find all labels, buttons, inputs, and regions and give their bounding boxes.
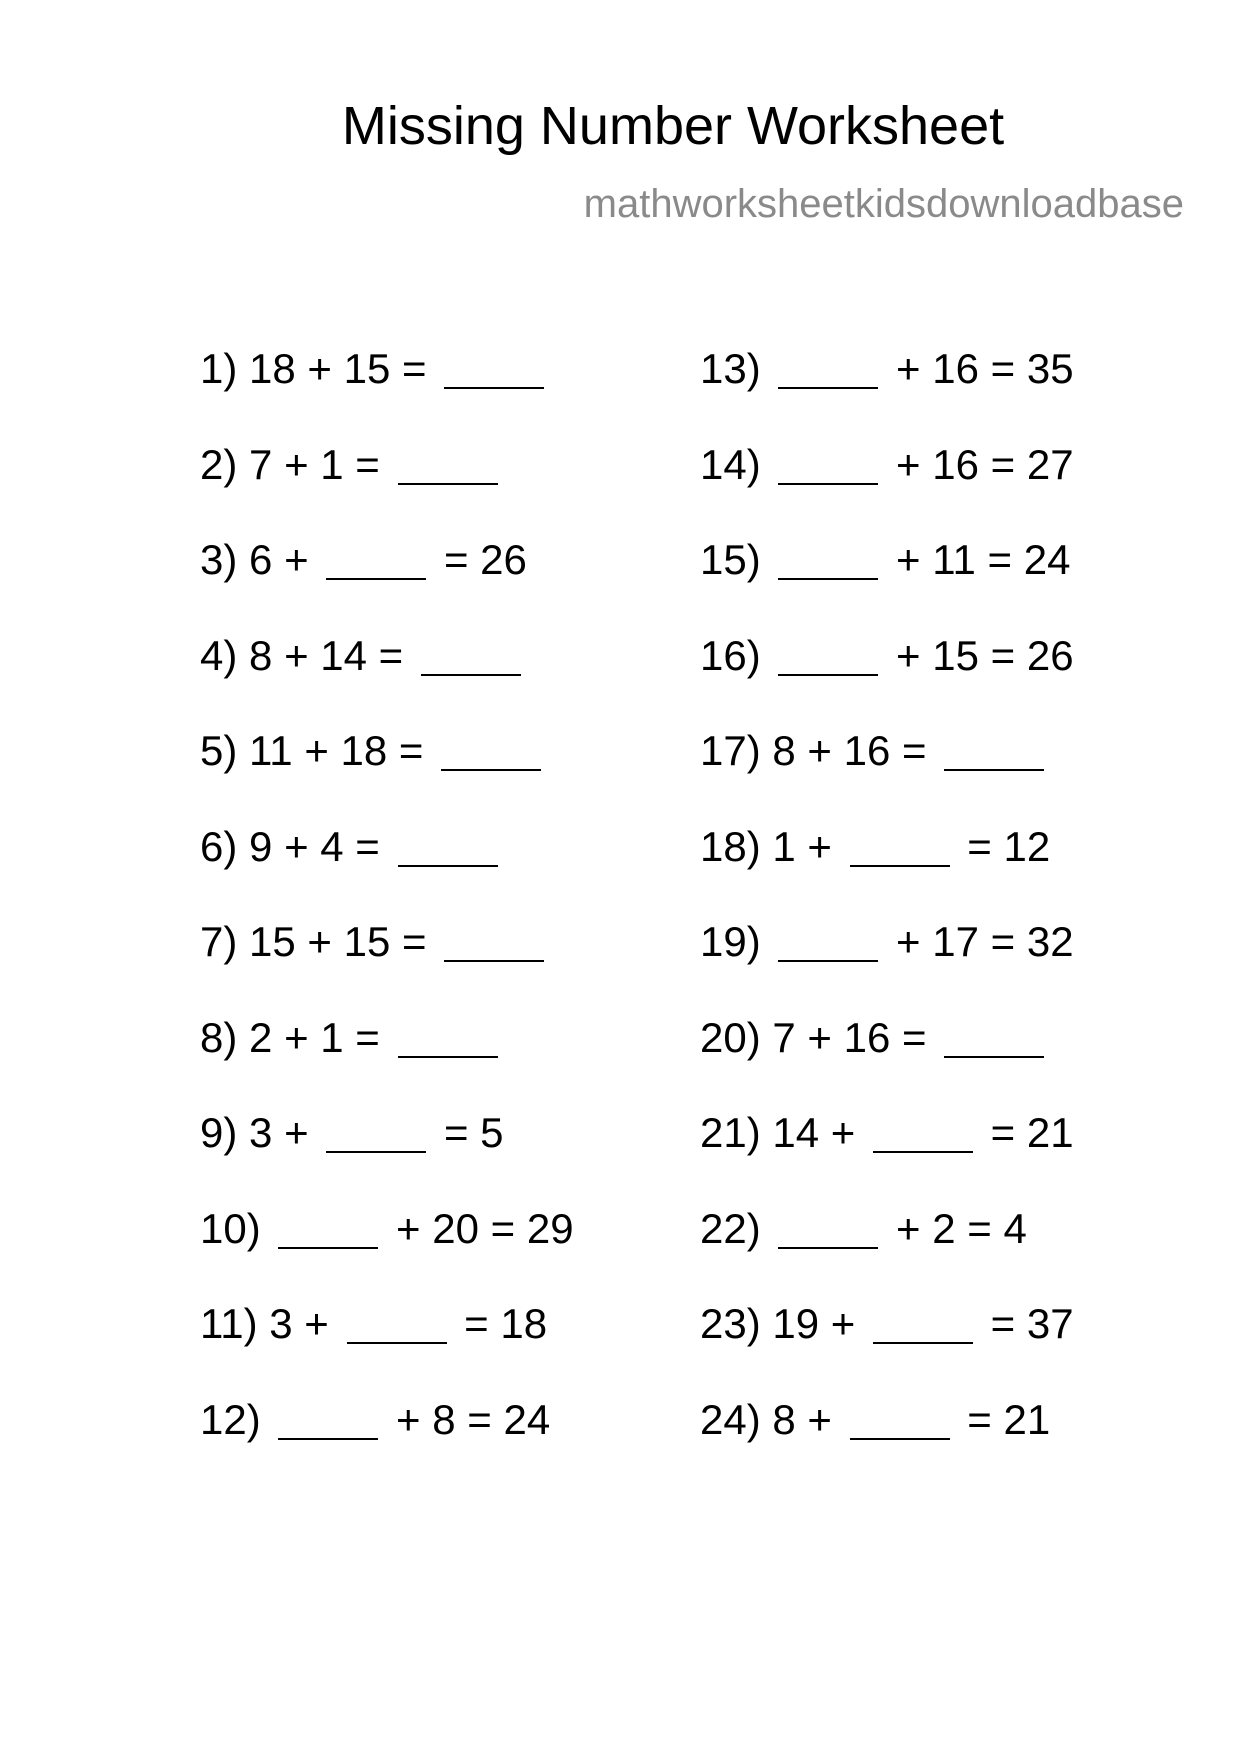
problem-item	[200, 1205, 574, 1301]
problem-number: 7)	[200, 918, 238, 965]
result-value: 24	[1023, 536, 1071, 583]
equals-sign: =	[402, 918, 427, 965]
answer-blank[interactable]	[398, 865, 498, 867]
operand-a: 15	[249, 918, 296, 965]
problem-item	[700, 1396, 1074, 1492]
operand-a: 7	[772, 1013, 796, 1061]
plus-sign: +	[896, 1204, 921, 1252]
equals-sign: =	[990, 631, 1016, 679]
problem-number: 9)	[200, 1109, 238, 1156]
plus-sign: +	[830, 1109, 856, 1156]
problem-number: 10)	[200, 1204, 261, 1252]
equals-sign: =	[402, 345, 427, 392]
plus-sign: +	[284, 536, 309, 583]
problem-number: 11)	[200, 1300, 258, 1347]
plus-sign: +	[830, 1300, 856, 1347]
operand-b: 15	[932, 631, 979, 679]
problems-right-column	[700, 345, 1074, 1491]
problem-item	[700, 1014, 1074, 1110]
problem-number: 13)	[700, 345, 761, 392]
equals-sign: =	[398, 727, 424, 774]
equals-sign: =	[967, 1204, 992, 1252]
equals-sign: =	[467, 1395, 492, 1443]
answer-blank[interactable]	[778, 960, 878, 962]
operand-b: 1	[320, 440, 344, 488]
problem-number: 2)	[200, 440, 238, 488]
equals-sign: =	[355, 1013, 380, 1061]
result-value: 35	[1026, 345, 1074, 392]
operand-b: 20	[432, 1204, 479, 1252]
result-value: 5	[480, 1109, 504, 1156]
problem-number: 23)	[700, 1300, 761, 1347]
answer-blank[interactable]	[778, 674, 878, 676]
answer-blank[interactable]	[873, 1151, 973, 1153]
plus-sign: +	[284, 1109, 309, 1156]
answer-blank[interactable]	[778, 483, 878, 485]
operand-b: 14	[320, 631, 367, 679]
operand-a: 1	[772, 822, 796, 870]
plus-sign: +	[396, 1204, 421, 1252]
problem-number: 4)	[200, 631, 238, 679]
plus-sign: +	[896, 440, 921, 488]
problem-item	[700, 1300, 1074, 1396]
equals-sign: =	[902, 1013, 927, 1061]
equals-sign: =	[990, 918, 1016, 965]
result-value: 32	[1026, 918, 1074, 965]
problem-item	[200, 345, 574, 441]
result-value: 37	[1026, 1300, 1074, 1347]
result-value: 26	[480, 536, 527, 583]
problem-item	[700, 1109, 1074, 1205]
answer-blank[interactable]	[944, 1056, 1044, 1058]
problem-number: 3)	[200, 536, 238, 583]
problem-item	[200, 632, 574, 728]
equals-sign: =	[967, 822, 992, 870]
answer-blank[interactable]	[778, 578, 878, 580]
problem-item	[200, 1396, 574, 1492]
problem-number: 18)	[700, 822, 761, 870]
equals-sign: =	[443, 536, 469, 583]
equals-sign: =	[378, 631, 404, 679]
result-value: 18	[500, 1300, 548, 1347]
operand-a: 8	[249, 631, 273, 679]
answer-blank[interactable]	[944, 769, 1044, 771]
equals-sign: =	[990, 1109, 1016, 1156]
result-value: 21	[1003, 1395, 1051, 1443]
problem-item	[700, 918, 1074, 1014]
operand-b: 16	[843, 727, 891, 774]
answer-blank[interactable]	[778, 1247, 878, 1249]
answer-blank[interactable]	[444, 960, 544, 962]
result-value: 21	[1026, 1109, 1074, 1156]
problem-number: 12)	[200, 1395, 261, 1443]
problem-item	[200, 727, 574, 823]
problem-item	[200, 823, 574, 919]
page-title: Missing Number Worksheet	[341, 96, 1005, 156]
answer-blank[interactable]	[326, 578, 426, 580]
operand-a: 6	[249, 536, 273, 583]
plus-sign: +	[304, 727, 329, 774]
problem-number: 5)	[200, 727, 238, 774]
operand-b: 16	[932, 440, 979, 488]
operand-a: 19	[772, 1300, 820, 1347]
problem-number: 15)	[700, 536, 761, 583]
plus-sign: +	[284, 1013, 309, 1061]
problem-item	[200, 536, 574, 632]
plus-sign: +	[807, 727, 832, 774]
answer-blank[interactable]	[441, 769, 541, 771]
problem-item	[200, 1300, 574, 1396]
problem-number: 14)	[700, 440, 761, 488]
problem-item	[700, 823, 1074, 919]
problem-number: 20)	[700, 1013, 761, 1061]
plus-sign: +	[896, 536, 921, 583]
equals-sign: =	[464, 1300, 489, 1347]
operand-a: 8	[772, 727, 796, 774]
problem-number: 1)	[200, 345, 238, 392]
equals-sign: =	[355, 440, 380, 488]
result-value: 12	[1003, 822, 1051, 870]
equals-sign: =	[987, 536, 1013, 583]
operand-b: 16	[843, 1013, 891, 1061]
operand-a: 7	[249, 440, 273, 488]
operand-a: 11	[249, 727, 293, 774]
operand-a: 3	[269, 1300, 293, 1347]
problem-item	[700, 441, 1074, 537]
plus-sign: +	[284, 440, 309, 488]
equals-sign: =	[902, 727, 927, 774]
operand-b: 15	[343, 918, 391, 965]
answer-blank[interactable]	[444, 387, 544, 389]
operand-a: 9	[249, 822, 273, 870]
answer-blank[interactable]	[278, 1438, 378, 1440]
problem-item	[700, 345, 1074, 441]
answer-blank[interactable]	[347, 1342, 447, 1344]
equals-sign: =	[990, 345, 1016, 392]
plus-sign: +	[284, 631, 309, 679]
answer-blank[interactable]	[398, 483, 498, 485]
result-value: 4	[1003, 1204, 1027, 1252]
answer-blank[interactable]	[278, 1247, 378, 1249]
operand-b: 1	[320, 1013, 344, 1061]
plus-sign: +	[807, 822, 832, 870]
problem-item	[200, 1109, 574, 1205]
plus-sign: +	[896, 345, 921, 392]
problem-item	[700, 727, 1074, 823]
answer-blank[interactable]	[850, 865, 950, 867]
problem-number: 24)	[700, 1395, 761, 1443]
operand-a: 18	[249, 345, 296, 392]
plus-sign: +	[807, 1395, 832, 1443]
problem-number: 17)	[700, 727, 761, 774]
operand-a: 8	[772, 1395, 796, 1443]
answer-blank[interactable]	[326, 1151, 426, 1153]
operand-a: 2	[249, 1013, 273, 1061]
plus-sign: +	[807, 1013, 832, 1061]
plus-sign: +	[396, 1395, 421, 1443]
operand-b: 8	[432, 1395, 456, 1443]
operand-b: 16	[932, 345, 979, 392]
plus-sign: +	[896, 631, 921, 679]
problem-item	[700, 632, 1074, 728]
watermark-text: mathworksheetkidsdownloadbase	[583, 182, 1184, 226]
equals-sign: =	[967, 1395, 992, 1443]
operand-a: 3	[249, 1109, 273, 1156]
plus-sign: +	[304, 1300, 329, 1347]
problem-number: 22)	[700, 1204, 761, 1252]
equals-sign: =	[990, 440, 1016, 488]
operand-b: 17	[932, 918, 979, 965]
answer-blank[interactable]	[778, 387, 878, 389]
equals-sign: =	[990, 1300, 1016, 1347]
operand-b: 15	[343, 345, 391, 392]
operand-b: 18	[340, 727, 388, 774]
problem-item	[200, 441, 574, 537]
problem-item	[200, 918, 574, 1014]
equals-sign: =	[490, 1204, 516, 1252]
plus-sign: +	[284, 822, 309, 870]
problem-item	[700, 1205, 1074, 1301]
answer-blank[interactable]	[421, 674, 521, 676]
operand-b: 4	[320, 822, 344, 870]
problem-number: 6)	[200, 822, 238, 870]
answer-blank[interactable]	[873, 1342, 973, 1344]
problems-left-column	[200, 345, 574, 1491]
problem-number: 21)	[700, 1109, 761, 1156]
result-value: 29	[526, 1204, 574, 1252]
operand-a: 14	[772, 1109, 820, 1156]
answer-blank[interactable]	[850, 1438, 950, 1440]
plus-sign: +	[307, 345, 332, 392]
problem-item	[700, 536, 1074, 632]
result-value: 26	[1026, 631, 1074, 679]
operand-b: 2	[932, 1204, 956, 1252]
operand-b: 11	[932, 536, 976, 583]
problem-number: 19)	[700, 918, 761, 965]
plus-sign: +	[307, 918, 332, 965]
plus-sign: +	[896, 918, 921, 965]
result-value: 24	[503, 1395, 551, 1443]
equals-sign: =	[355, 822, 380, 870]
problem-item	[200, 1014, 574, 1110]
equals-sign: =	[443, 1109, 469, 1156]
result-value: 27	[1026, 440, 1074, 488]
answer-blank[interactable]	[398, 1056, 498, 1058]
problem-number: 8)	[200, 1013, 238, 1061]
problem-number: 16)	[700, 631, 761, 679]
